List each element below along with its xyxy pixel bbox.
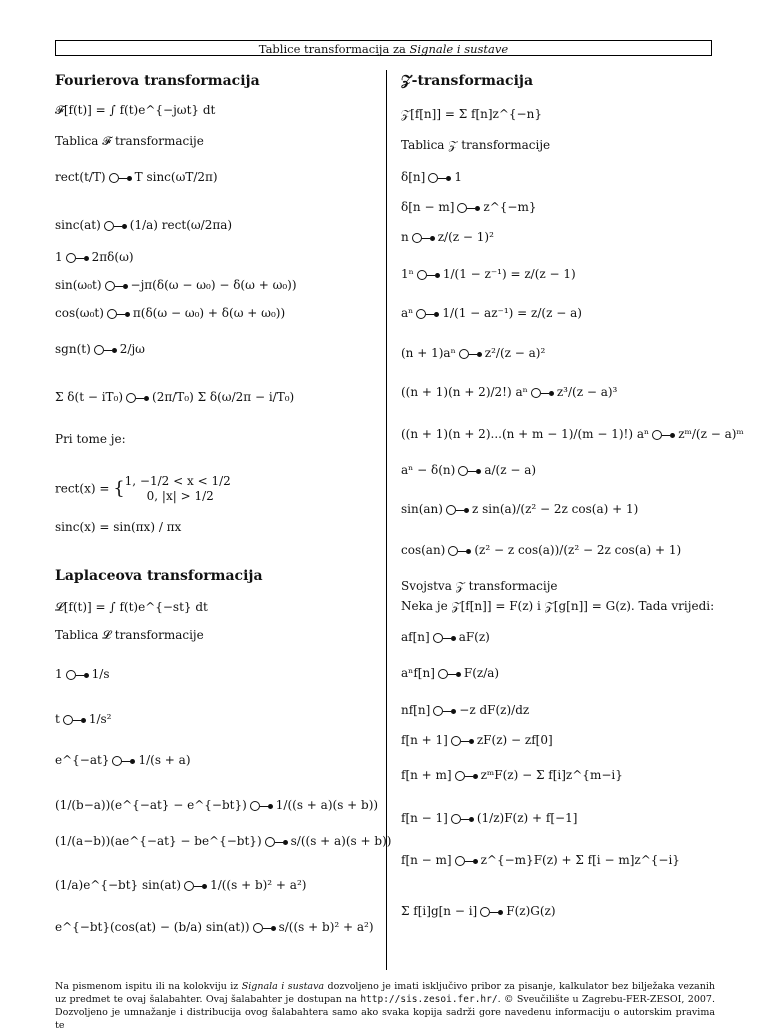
footer-url[interactable]: http://sis.zesoi.fer.hr/ [360, 994, 498, 1005]
transform-pair-icon [184, 879, 207, 893]
transform-pair-icon [448, 544, 471, 558]
property-row: aⁿf[n] F(z/a) [401, 666, 500, 680]
footer-notice: Na pismenom ispitu ili na kolokviju iz Signala i sustava dozvoljeno je imati isključivo pribor za pisanje, kalkulator bez bilježaka vezanih uz predmet te ovaj šalabahter. Ovaj šalabahter je dostupan na http://sis.zesoi.fer.hr/. © Sveučilište u Zagrebu-FER-ZESOI, 2007. Dozvoljeno je umnažanje i distribucija ovog šalabahtera samo ako svaka kopija sadrži gore navedenu informaciju o autorskim pravima te [55, 981, 715, 1031]
header-text: Tablice transformacija za [258, 42, 410, 56]
transform-pair-icon [459, 347, 482, 361]
laplace-row: t 1/s² [55, 712, 112, 726]
transform-pair-icon [250, 799, 273, 813]
page-header [55, 40, 712, 56]
z-row: (n + 1)aⁿ z²/(z − a)² [401, 346, 546, 360]
fourier-table-label: Tablica 𝓕 transformacije [55, 134, 204, 148]
z-definition: 𝒵[f[n]] = Σ f[n]z^{−n} [401, 107, 542, 121]
property-row: af[n] aF(z) [401, 630, 490, 644]
transform-pair-icon [455, 769, 478, 783]
fourier-row: Σ δ(t − iT₀) (2π/T₀) Σ δ(ω/2π − i/T₀) [55, 390, 295, 404]
transform-pair-icon [451, 734, 474, 748]
sinc-definition: sinc(x) = sin(πx) / πx [55, 520, 182, 534]
transform-pair-icon [107, 307, 130, 321]
laplace-definition: 𝓛[f(t)] = ∫ f(t)e^{−st} dt [55, 600, 208, 614]
laplace-row: 1 1/s [55, 667, 110, 681]
fourier-row: rect(t/T) T sinc(ωT/2π) [55, 170, 218, 184]
z-row: δ[n − m] z^{−m} [401, 200, 537, 214]
laplace-row: (1/a)e^{−bt} sin(at) 1/((s + b)² + a²) [55, 878, 307, 892]
transform-pair-icon [109, 171, 132, 185]
transform-pair-icon [433, 704, 456, 718]
property-row: f[n − 1] (1/z)F(z) + f[−1] [401, 811, 578, 825]
z-row: ((n + 1)(n + 2)/2!) aⁿ z³/(z − a)³ [401, 385, 618, 399]
transform-pair-icon [451, 812, 474, 826]
properties-label: Svojstva 𝒵 transformacije [401, 579, 558, 593]
header-course: Signale i sustave [409, 42, 509, 56]
laplace-row: e^{−at} 1/(s + a) [55, 753, 191, 767]
transform-pair-icon [652, 428, 675, 442]
z-row: 1ⁿ 1/(1 − z⁻¹) = z/(z − 1) [401, 267, 576, 281]
transform-pair-icon [480, 905, 503, 919]
transform-pair-icon [417, 268, 440, 282]
z-row: sin(an) z sin(a)/(z² − 2z cos(a) + 1) [401, 502, 639, 516]
transform-pair-icon [416, 307, 439, 321]
fourier-row: 1 2πδ(ω) [55, 250, 134, 264]
laplace-title: Laplaceova transformacija [55, 568, 263, 584]
transform-pair-icon [105, 279, 128, 293]
property-row: nf[n] −z dF(z)/dz [401, 703, 530, 717]
z-table-label: Tablica 𝒵 transformacije [401, 138, 551, 152]
property-row: f[n − m] z^{−m}F(z) + Σ f[i − m]z^{−i} [401, 853, 680, 867]
laplace-row: (1/(b−a))(e^{−at} − e^{−bt}) 1/((s + a)(s + b)) [55, 798, 379, 812]
fourier-row: sinc(at) (1/a) rect(ω/2πa) [55, 218, 233, 232]
transform-pair-icon [126, 391, 149, 405]
property-row: Σ f[i]g[n − i] F(z)G(z) [401, 904, 556, 918]
property-row: f[n + 1] zF(z) − zf[0] [401, 733, 553, 747]
transform-pair-icon [446, 503, 469, 517]
fourier-definition: 𝓕[f(t)] = ∫ f(t)e^{−jωt} dt [55, 103, 216, 117]
z-row: aⁿ 1/(1 − az⁻¹) = z/(z − a) [401, 306, 582, 320]
transform-pair-icon [66, 668, 89, 682]
transform-pair-icon [428, 171, 451, 185]
z-row: n z/(z − 1)² [401, 230, 494, 244]
transform-pair-icon [63, 713, 86, 727]
z-row: aⁿ − δ(n) a/(z − a) [401, 463, 537, 477]
z-row: ((n + 1)(n + 2)...(n + m − 1)/(m − 1)!) aⁿ zᵐ/(z − a)ᵐ [401, 427, 744, 441]
transform-pair-icon [455, 854, 478, 868]
z-title: 𝒵-transformacija [401, 73, 534, 89]
transform-pair-icon [412, 231, 435, 245]
property-row: f[n + m] zᵐF(z) − Σ f[i]z^{m−i} [401, 768, 623, 782]
properties-intro: Neka je 𝒵[f[n]] = F(z) i 𝒵[g[n]] = G(z). Tada vrijedi: [401, 599, 715, 613]
transform-pair-icon [531, 386, 554, 400]
transform-pair-icon [265, 835, 288, 849]
fourier-title: Fourierova transformacija [55, 73, 260, 89]
rect-definition: rect(x) = { 1, −1/2 < x < 1/2 0, |x| > 1/2 [55, 474, 231, 503]
transform-pair-icon [438, 667, 461, 681]
z-row: cos(an) (z² − z cos(a))/(z² − 2z cos(a) + 1) [401, 543, 682, 557]
laplace-table-label: Tablica 𝓛 transformacije [55, 628, 204, 642]
fourier-row: cos(ω₀t) π(δ(ω − ω₀) + δ(ω + ω₀)) [55, 306, 286, 320]
laplace-row: e^{−bt}(cos(at) − (b/a) sin(at)) s/((s + b)² + a²) [55, 920, 374, 934]
transform-pair-icon [457, 201, 480, 215]
fourier-row: sgn(t) 2/jω [55, 342, 145, 356]
transform-pair-icon [104, 219, 127, 233]
z-row: δ[n] 1 [401, 170, 462, 184]
fourier-row: sin(ω₀t) −jπ(δ(ω − ω₀) − δ(ω + ω₀)) [55, 278, 297, 292]
laplace-row: (1/(a−b))(ae^{−at} − be^{−bt}) s/((s + a)(s + b)) [55, 834, 392, 848]
transform-pair-icon [94, 343, 117, 357]
transform-pair-icon [458, 464, 481, 478]
pri-tome-label: Pri tome je: [55, 432, 126, 446]
transform-pair-icon [253, 921, 276, 935]
transform-pair-icon [66, 251, 89, 265]
transform-pair-icon [433, 631, 456, 645]
transform-pair-icon [112, 754, 135, 768]
